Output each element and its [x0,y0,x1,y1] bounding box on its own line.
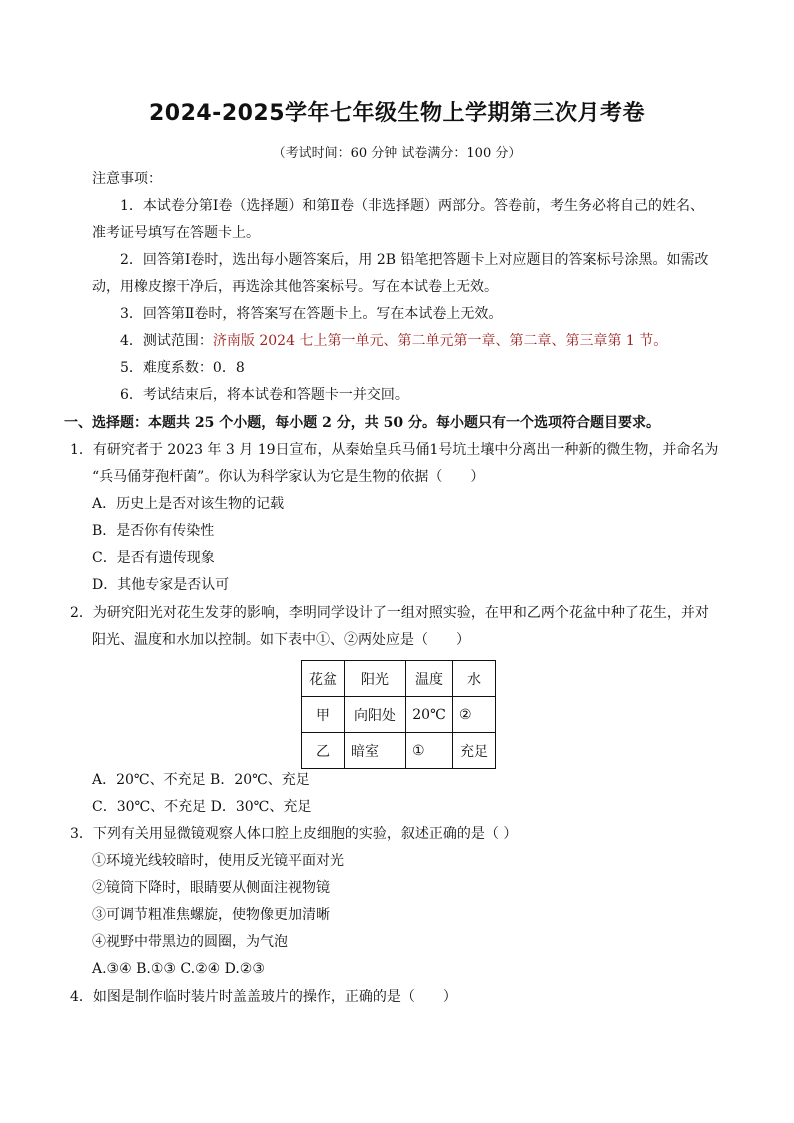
table-row [302,697,496,733]
q2-options-line-1: A．20℃、不充足 B．20℃、充足 [92,772,310,788]
note-1-line-2: 准考证号填写在答题卡上。 [92,225,260,241]
table-header-cell: 花盆 [302,661,345,697]
table-header-row [302,661,496,697]
note-4-prefix: 4．测试范围： [120,333,213,349]
q3-statement-3: ③可调节粗准焦螺旋，使物像更加清晰 [92,907,330,923]
table-header-cell: 水 [453,661,496,697]
q1-option-a: A．历史上是否对该生物的记载 [92,496,285,512]
table-header-cell: 温度 [406,661,453,697]
table-cell: 充足 [453,733,496,769]
note-3: 3．回答第Ⅱ卷时，将答案写在答题卡上。写在本试卷上无效。 [120,306,503,322]
note-2-line-1: 2．回答第Ⅰ卷时，选出每小题答案后，用 2B 铅笔把答题卡上对应题目的答案标号涂黑。如需改 [120,252,709,268]
exam-subtitle: （考试时间：60 分钟 试卷满分：100 分） [272,146,522,161]
note-1-line-1: 1．本试卷分第Ⅰ卷（选择题）和第Ⅱ卷（非选择题）两部分。答卷前，考生务必将自己的姓名、 [120,198,704,214]
q1-stem-line-2: “兵马俑芽孢杆菌”。你认为科学家认为它是生物的依据（ ） [92,469,485,485]
table-row [302,733,496,769]
q2-stem-line-2: 阳光、温度和水加以控制。如下表中①、②两处应是（ ） [92,632,470,648]
note-5: 5．难度系数：0．8 [120,360,245,376]
table-cell: ② [453,697,496,733]
q1-stem-line-1: 1．有研究者于 2023 年 3 月 19日宣布，从秦始皇兵马俑1号坑土壤中分离出一种新的微生物，并命名为 [70,442,719,458]
table-cell: 暗室 [345,733,406,769]
q1-option-c: C．是否有遗传现象 [92,550,215,566]
q1-option-b: B．是否你有传染性 [92,523,215,539]
q2-stem-line-1: 2．为研究阳光对花生发芽的影响，李明同学设计了一组对照实验，在甲和乙两个花盆中种了花生，并对 [70,605,709,621]
section-1-heading: 一、选择题：本题共 25 个小题，每小题 2 分，共 50 分。每小题只有一个选项符合题目要求。 [64,415,660,431]
q3-statement-1: ①环境光线较暗时，使用反光镜平面对光 [92,853,344,869]
table-cell: 20℃ [406,697,453,733]
note-4-range: 济南版 2024 七上第一单元、第二单元第一章、第二章、第三章第 1 节。 [212,333,668,349]
q2-table [301,660,496,769]
table-cell: ① [406,733,453,769]
q3-statement-2: ②镜筒下降时，眼睛要从侧面注视物镜 [92,880,330,896]
table-cell: 乙 [302,733,345,769]
table-header-cell: 阳光 [345,661,406,697]
q3-options: A.③④ B.①③ C.②④ D.②③ [92,961,265,977]
notes-heading: 注意事项： [92,171,162,187]
note-2-line-2: 动，用橡皮擦干净后，再选涂其他答案标号。写在本试卷上无效。 [92,279,498,295]
table-cell: 甲 [302,697,345,733]
note-4 [120,332,667,350]
q1-option-d: D．其他专家是否认可 [92,577,230,593]
table-cell: 向阳处 [345,697,406,733]
q3-statement-4: ④视野中带黑边的圆圈，为气泡 [92,934,288,950]
note-6: 6．考试结束后，将本试卷和答题卡一并交回。 [120,387,409,403]
q4-stem: 4．如图是制作临时装片时盖盖玻片的操作，正确的是（ ） [70,989,457,1005]
q2-options-line-2: C．30℃、不充足 D．30℃、充足 [92,799,312,815]
q3-stem: 3．下列有关用显微镜观察人体口腔上皮细胞的实验，叙述正确的是（ ） [70,826,518,842]
exam-title: 2024-2025学年七年级生物上学期第三次月考卷 [148,101,646,126]
